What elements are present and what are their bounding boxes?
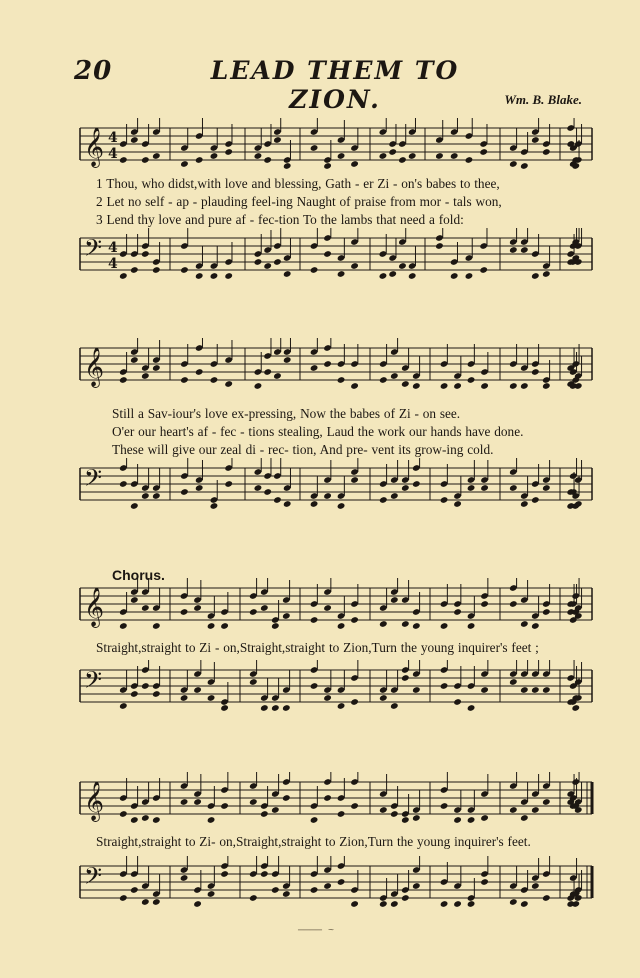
note-head: [310, 364, 319, 372]
note-head: [323, 882, 332, 890]
verse-1-line-b: Still a Sav-iour's love ex-pressing, Now the babes of Zi - on see.: [112, 406, 461, 421]
note-head: [141, 682, 150, 690]
note-head: [350, 262, 359, 270]
note-head: [195, 368, 204, 376]
note-head: [260, 810, 269, 818]
time-signature-top: 4: [108, 240, 118, 256]
note-head: [390, 810, 399, 818]
note-head: [152, 492, 161, 500]
note-head: [141, 604, 150, 612]
note-head: [520, 814, 529, 822]
note-head: [310, 144, 319, 152]
note-head: [412, 382, 421, 390]
note-head: [180, 798, 189, 806]
note-head: [152, 690, 161, 698]
note-head: [220, 802, 229, 810]
note-head: [180, 694, 189, 702]
note-head: [401, 620, 410, 628]
note-head: [273, 496, 282, 504]
note-head: [152, 816, 161, 824]
note-head: [141, 898, 150, 906]
note-head: [224, 480, 233, 488]
note-head: [467, 704, 476, 712]
note-head: [520, 686, 529, 694]
note-head: [531, 806, 540, 814]
note-head: [520, 382, 529, 390]
note-head: [260, 704, 269, 712]
note-head: [390, 702, 399, 710]
bass-clef-icon: 𝄢: [84, 234, 103, 267]
note-head: [531, 622, 540, 630]
note-head: [337, 376, 346, 384]
note-head: [220, 622, 229, 630]
verse-2-line: 2 Let no self - ap - plauding feel-ing Naught of praise from mor - tals won,: [96, 194, 502, 209]
note-head: [509, 484, 518, 492]
note-head: [401, 484, 410, 492]
note-head: [379, 272, 388, 280]
note-head: [193, 604, 202, 612]
note-head: [224, 148, 233, 156]
note-head: [350, 698, 359, 706]
note-head: [180, 874, 189, 882]
note-head: [480, 686, 489, 694]
chorus-lyric-line-2: Straight,straight to Zi- on,Straight,straight to Zion,Turn the young inquirer's feet.: [96, 834, 531, 849]
time-signature-bottom: 4: [108, 146, 118, 162]
note-head: [282, 794, 291, 802]
note-head: [542, 270, 551, 278]
note-head: [207, 890, 216, 898]
note-head: [323, 492, 332, 500]
note-head: [440, 496, 449, 504]
note-head: [152, 622, 161, 630]
note-head: [453, 382, 462, 390]
note-head: [283, 356, 292, 364]
note-head: [350, 160, 359, 168]
note-head: [350, 802, 359, 810]
note-head: [379, 620, 388, 628]
note-head: [130, 816, 139, 824]
note-head: [193, 798, 202, 806]
note-head: [263, 368, 272, 376]
system-1-bass-staff: [0, 228, 640, 308]
note-head: [207, 622, 216, 630]
note-head: [337, 502, 346, 510]
note-head: [453, 900, 462, 908]
note-head: [531, 496, 540, 504]
note-head: [119, 622, 128, 630]
note-head: [435, 242, 444, 250]
note-head: [390, 492, 399, 500]
note-head: [520, 246, 529, 254]
note-head: [282, 612, 291, 620]
note-head: [412, 622, 421, 630]
note-head: [224, 380, 233, 388]
note-head: [480, 382, 489, 390]
note-head: [390, 372, 399, 380]
note-head: [210, 272, 219, 280]
note-head: [453, 608, 462, 616]
note-head: [273, 258, 282, 266]
note-head: [379, 152, 388, 160]
note-head: [119, 156, 128, 164]
note-head: [271, 704, 280, 712]
note-head: [542, 798, 551, 806]
note-head: [152, 266, 161, 274]
note-head: [282, 704, 291, 712]
chorus-label: Chorus.: [112, 567, 165, 583]
note-head: [180, 488, 189, 496]
note-head: [467, 622, 476, 630]
note-head: [130, 356, 139, 364]
note-head: [379, 376, 388, 384]
note-head: [195, 484, 204, 492]
hymn-title: LEAD THEM TO ZION.: [210, 56, 460, 114]
note-head: [542, 484, 551, 492]
note-head: [152, 364, 161, 372]
note-head: [542, 148, 551, 156]
note-head: [531, 368, 540, 376]
note-head: [571, 704, 580, 712]
note-head: [249, 798, 258, 806]
note-head: [480, 484, 489, 492]
hymn-author: Wm. B. Blake.: [504, 92, 582, 107]
note-head: [465, 156, 474, 164]
note-head: [440, 802, 449, 810]
note-head: [323, 250, 332, 258]
note-head: [152, 898, 161, 906]
note-head: [542, 894, 551, 902]
note-head: [323, 794, 332, 802]
note-head: [263, 488, 272, 496]
note-head: [249, 608, 258, 616]
note-head: [224, 272, 233, 280]
note-head: [350, 476, 359, 484]
note-head: [141, 156, 150, 164]
note-head: [401, 894, 410, 902]
note-head: [141, 250, 150, 258]
note-head: [401, 380, 410, 388]
note-head: [310, 500, 319, 508]
note-head: [542, 608, 551, 616]
note-head: [337, 270, 346, 278]
note-head: [337, 702, 346, 710]
note-head: [310, 816, 319, 824]
note-head: [310, 682, 319, 690]
note-head: [435, 152, 444, 160]
note-head: [337, 152, 346, 160]
note-head: [350, 900, 359, 908]
bass-clef-icon: 𝄢: [84, 464, 103, 497]
note-head: [453, 698, 462, 706]
note-head: [398, 156, 407, 164]
note-head: [453, 500, 462, 508]
note-head: [390, 900, 399, 908]
note-head: [379, 900, 388, 908]
verse-3-line: 3 Lend thy love and pure af - fec-tion To the lambs that need a fold:: [96, 212, 464, 227]
note-head: [509, 160, 518, 168]
verse-2-line-b: O'er our heart's af - fec - tions stealing, Laud the work our hands have done.: [112, 424, 524, 439]
note-head: [337, 810, 346, 818]
treble-clef-icon: 𝄞: [84, 781, 105, 821]
note-head: [254, 382, 263, 390]
note-head: [210, 152, 219, 160]
note-head: [408, 152, 417, 160]
note-head: [571, 900, 580, 908]
note-head: [263, 156, 272, 164]
chorus-lyric-line-1: Straight,straight to Zi - on,Straight,straight to Zion,Turn the young inquirer's feet ;: [96, 640, 539, 655]
note-head: [210, 376, 219, 384]
note-head: [220, 870, 229, 878]
note-head: [440, 622, 449, 630]
verse-1-line: 1 Thou, who didst,with love and blessing, Gath - er Zi - on's babes to thee,: [96, 176, 500, 191]
bass-clef-icon: 𝄢: [84, 862, 103, 895]
note-head: [379, 694, 388, 702]
note-head: [180, 376, 189, 384]
note-head: [130, 502, 139, 510]
note-head: [283, 500, 292, 508]
note-head: [453, 816, 462, 824]
chorus-2-bass-staff: [0, 856, 640, 936]
note-head: [337, 622, 346, 630]
note-head: [509, 898, 518, 906]
note-head: [479, 266, 488, 274]
note-head: [273, 372, 282, 380]
note-head: [119, 480, 128, 488]
treble-clef-icon: 𝄞: [84, 127, 105, 167]
note-head: [210, 502, 219, 510]
note-head: [350, 616, 359, 624]
note-head: [412, 480, 421, 488]
note-head: [509, 246, 518, 254]
note-head: [531, 136, 540, 144]
note-head: [195, 156, 204, 164]
note-head: [260, 604, 269, 612]
note-head: [273, 136, 282, 144]
note-head: [254, 152, 263, 160]
note-head: [520, 900, 529, 908]
time-signature-top: 4: [108, 130, 118, 146]
note-head: [467, 484, 476, 492]
note-head: [119, 272, 128, 280]
note-head: [119, 810, 128, 818]
note-head: [141, 372, 150, 380]
note-head: [542, 382, 551, 390]
note-head: [271, 622, 280, 630]
note-head: [388, 148, 397, 156]
note-head: [141, 814, 150, 822]
note-head: [379, 806, 388, 814]
note-head: [467, 816, 476, 824]
note-head: [254, 484, 263, 492]
chorus-1-bass-staff: [0, 660, 640, 740]
note-head: [180, 266, 189, 274]
note-head: [310, 886, 319, 894]
note-head: [509, 382, 518, 390]
note-head: [440, 900, 449, 908]
note-head: [193, 686, 202, 694]
note-head: [207, 694, 216, 702]
note-head: [323, 694, 332, 702]
note-head: [271, 886, 280, 894]
note-head: [220, 704, 229, 712]
note-head: [310, 616, 319, 624]
note-head: [180, 160, 189, 168]
note-head: [152, 152, 161, 160]
note-head: [509, 678, 518, 686]
note-head: [467, 900, 476, 908]
note-head: [323, 604, 332, 612]
note-head: [480, 600, 489, 608]
note-head: [450, 152, 459, 160]
note-head: [379, 496, 388, 504]
note-head: [412, 686, 421, 694]
note-head: [390, 596, 399, 604]
note-head: [207, 816, 216, 824]
treble-clef-icon: 𝄞: [84, 347, 105, 387]
note-head: [480, 814, 489, 822]
note-head: [412, 882, 421, 890]
note-head: [130, 596, 139, 604]
note-head: [130, 266, 139, 274]
note-head: [119, 894, 128, 902]
note-head: [323, 360, 332, 368]
note-head: [119, 702, 128, 710]
note-head: [520, 620, 529, 628]
page-number: 20: [74, 56, 113, 86]
note-head: [249, 894, 258, 902]
note-head: [249, 678, 258, 686]
bass-clef-icon: 𝄢: [84, 666, 103, 699]
note-head: [271, 806, 280, 814]
note-head: [130, 886, 139, 894]
note-head: [465, 272, 474, 280]
note-head: [254, 258, 263, 266]
note-head: [480, 878, 489, 886]
time-signature-bottom: 4: [108, 256, 118, 272]
note-head: [398, 262, 407, 270]
note-head: [408, 272, 417, 280]
note-head: [531, 272, 540, 280]
note-head: [263, 262, 272, 270]
note-head: [310, 266, 319, 274]
note-head: [180, 608, 189, 616]
note-head: [260, 870, 269, 878]
note-head: [401, 674, 410, 682]
note-head: [574, 382, 583, 390]
note-head: [282, 890, 291, 898]
verse-3-line-b: These will give our zeal di - rec- tion, And pre- vent its grow-ing cold.: [112, 442, 494, 457]
note-head: [337, 878, 346, 886]
note-head: [467, 376, 476, 384]
system-2-bass-staff: [0, 458, 640, 538]
note-head: [450, 272, 459, 280]
note-head: [509, 600, 518, 608]
note-head: [130, 690, 139, 698]
note-head: [350, 382, 359, 390]
note-head: [388, 270, 397, 278]
note-head: [440, 682, 449, 690]
note-head: [440, 382, 449, 390]
note-head: [283, 162, 292, 170]
note-head: [193, 900, 202, 908]
note-head: [531, 882, 540, 890]
note-head: [520, 162, 529, 170]
note-head: [401, 816, 410, 824]
note-head: [119, 376, 128, 384]
note-head: [542, 686, 551, 694]
note-head: [141, 492, 150, 500]
note-head: [479, 148, 488, 156]
treble-clef-icon: 𝄞: [84, 587, 105, 627]
note-head: [283, 270, 292, 278]
note-head: [509, 806, 518, 814]
note-head: [520, 500, 529, 508]
note-head: [323, 162, 332, 170]
note-head: [130, 136, 139, 144]
note-head: [531, 686, 540, 694]
printer-mark: ──── ~: [298, 926, 335, 937]
note-head: [195, 272, 204, 280]
note-head: [412, 814, 421, 822]
